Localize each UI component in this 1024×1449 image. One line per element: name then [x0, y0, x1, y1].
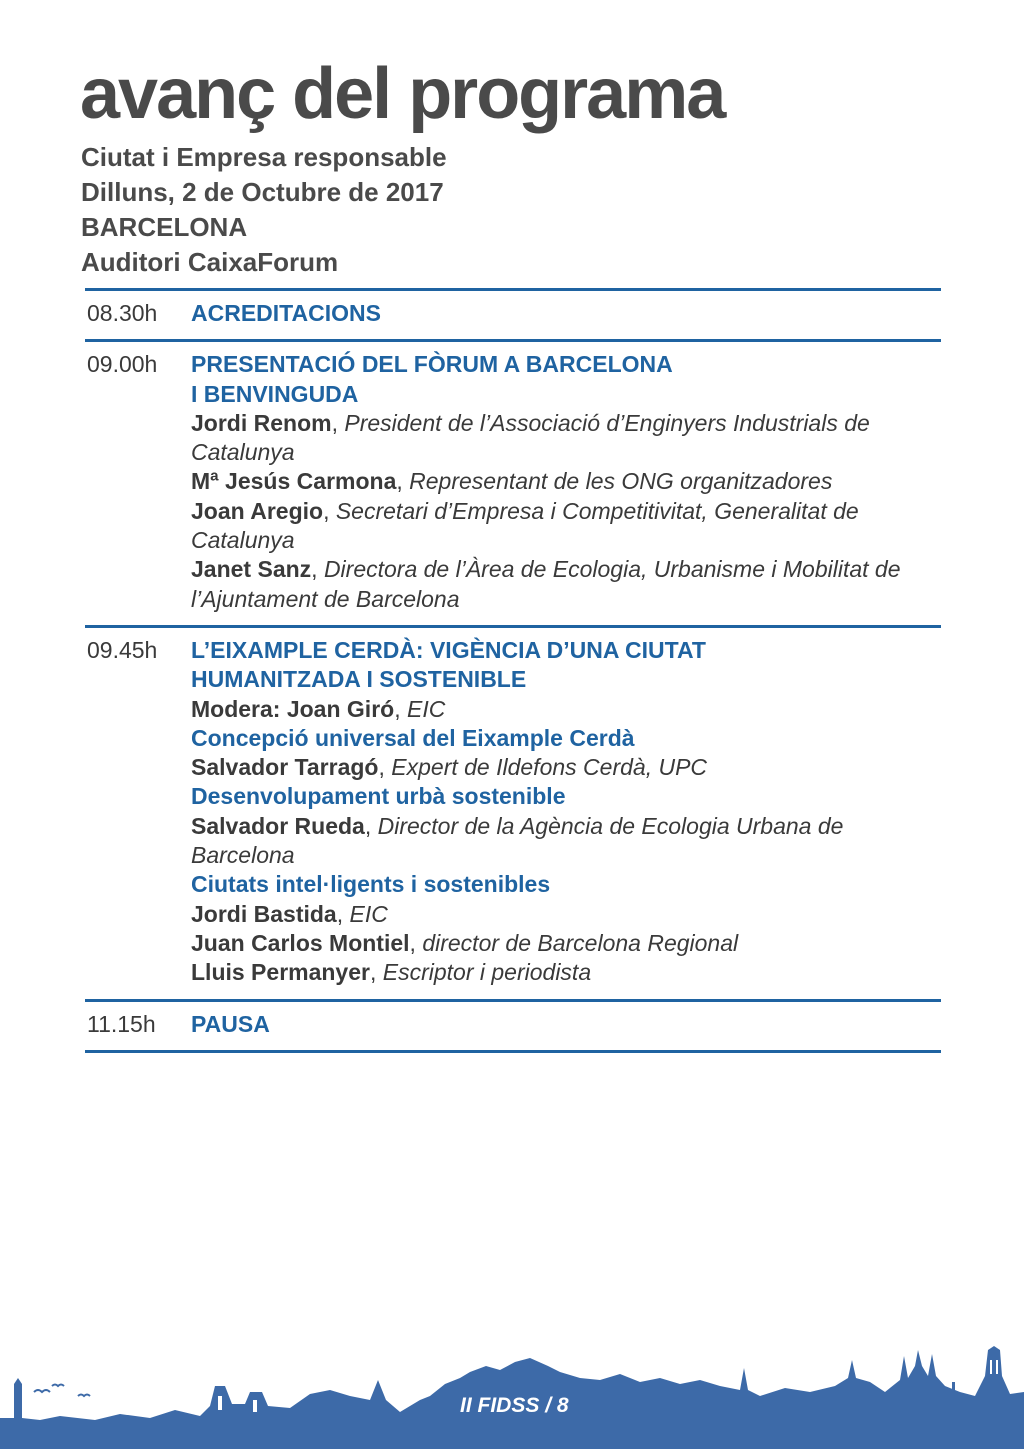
entry-time: 11.15h	[87, 1010, 156, 1037]
city-skyline-illustration	[0, 1320, 1024, 1449]
footer-separator: /	[539, 1394, 557, 1417]
speaker-name: Juan Carlos Montiel	[191, 929, 410, 956]
entry-time: 08.30h	[87, 300, 158, 326]
event-info	[81, 140, 447, 280]
schedule-entry	[85, 1002, 941, 1050]
speaker-role: Escriptor i periodista	[382, 959, 592, 986]
speaker: Salvador Tarragó, Expert de Ildefons Cerdà, UPC	[191, 754, 708, 781]
speaker: Mª Jesús Carmona, Representant de les ONG organitzadores	[191, 468, 833, 495]
speaker-name: Janet Sanz	[191, 556, 312, 583]
entry-content	[191, 1010, 941, 1039]
speaker-name: Jordi Bastida	[191, 900, 337, 927]
page-number: 8	[556, 1394, 569, 1417]
speaker: Jordi Bastida, EIC	[191, 900, 388, 927]
speaker-role: Representant de les ONG organitzadores	[409, 468, 833, 495]
moderator-name: Modera: Joan Giró	[191, 695, 395, 722]
talk-title: Concepció universal del Eixample Cerdà	[191, 724, 635, 751]
speaker-name: Lluis Permanyer	[191, 959, 370, 986]
speaker: Jordi Renom, President de l’Associació d’Enginyers Industrials de Catalunya	[191, 409, 870, 466]
speaker: Salvador Rueda, Director de la Agència de Ecologia Urbana de Barcelona	[191, 812, 844, 869]
page-title: avanç del programa	[80, 54, 725, 134]
entry-time: 09.00h	[87, 351, 158, 378]
entry-title: HUMANITZADA I SOSTENIBLE	[191, 666, 527, 693]
event-acronym: II FIDSS	[460, 1394, 540, 1417]
entry-content	[191, 350, 941, 614]
moderator: Modera: Joan Giró, EIC	[191, 695, 446, 722]
moderator-role: EIC	[406, 695, 446, 722]
speaker-role: EIC	[349, 900, 388, 927]
schedule-entry	[85, 342, 941, 625]
speaker-name: Jordi Renom	[191, 409, 332, 436]
entry-title: L’EIXAMPLE CERDÀ: VIGÈNCIA D’UNA CIUTAT	[191, 636, 706, 663]
event-date: Dilluns, 2 de Octubre de 2017	[81, 177, 444, 207]
entry-title: PAUSA	[191, 1010, 270, 1037]
speaker-role: Director de la Agència de Ecologia Urbana de Barcelona	[191, 812, 844, 869]
speaker-name: Salvador Rueda	[191, 812, 365, 839]
speaker-name: Joan Aregio	[191, 497, 324, 524]
speaker-role: President de l’Associació d’Enginyers Industrials de Catalunya	[191, 409, 870, 466]
talk-title: Desenvolupament urbà sostenible	[191, 783, 566, 810]
schedule-entry	[85, 628, 941, 999]
page-footer	[460, 1394, 569, 1418]
entry-content	[191, 636, 941, 988]
event-venue: Auditori CaixaForum	[81, 247, 339, 277]
talk-title: Ciutats intel·ligents i sostenibles	[191, 871, 551, 898]
entry-title: PRESENTACIÓ DEL FÒRUM A BARCELONA	[191, 351, 673, 378]
speaker: Janet Sanz, Directora de l’Àrea de Ecologia, Urbanisme i Mobilitat de l’Ajuntament de Barcelona	[191, 556, 901, 612]
schedule-entry	[85, 291, 941, 339]
speaker-name: Salvador Tarragó	[191, 754, 379, 781]
speaker: Juan Carlos Montiel, director de Barcelona Regional	[191, 929, 739, 956]
speaker-role: director de Barcelona Regional	[422, 929, 739, 956]
speaker: Lluis Permanyer, Escriptor i periodista	[191, 959, 592, 986]
speaker-role: Expert de Ildefons Cerdà, UPC	[391, 754, 708, 781]
entry-title: ACREDITACIONS	[191, 300, 381, 326]
entry-time: 09.45h	[87, 636, 158, 663]
event-city: BARCELONA	[81, 212, 248, 242]
speaker-role: Directora de l’Àrea de Ecologia, Urbanisme i Mobilitat de l’Ajuntament de Barcelona	[191, 556, 901, 612]
speaker-name: Mª Jesús Carmona	[191, 468, 397, 495]
schedule	[85, 288, 941, 1053]
entry-content	[191, 299, 941, 328]
entry-title: I BENVINGUDA	[191, 380, 359, 407]
event-name: Ciutat i Empresa responsable	[81, 142, 447, 172]
speaker-role: Secretari d’Empresa i Competitivitat, Generalitat de Catalunya	[191, 497, 859, 554]
speaker: Joan Aregio, Secretari d’Empresa i Competitivitat, Generalitat de Catalunya	[191, 497, 859, 554]
divider	[85, 1050, 941, 1053]
